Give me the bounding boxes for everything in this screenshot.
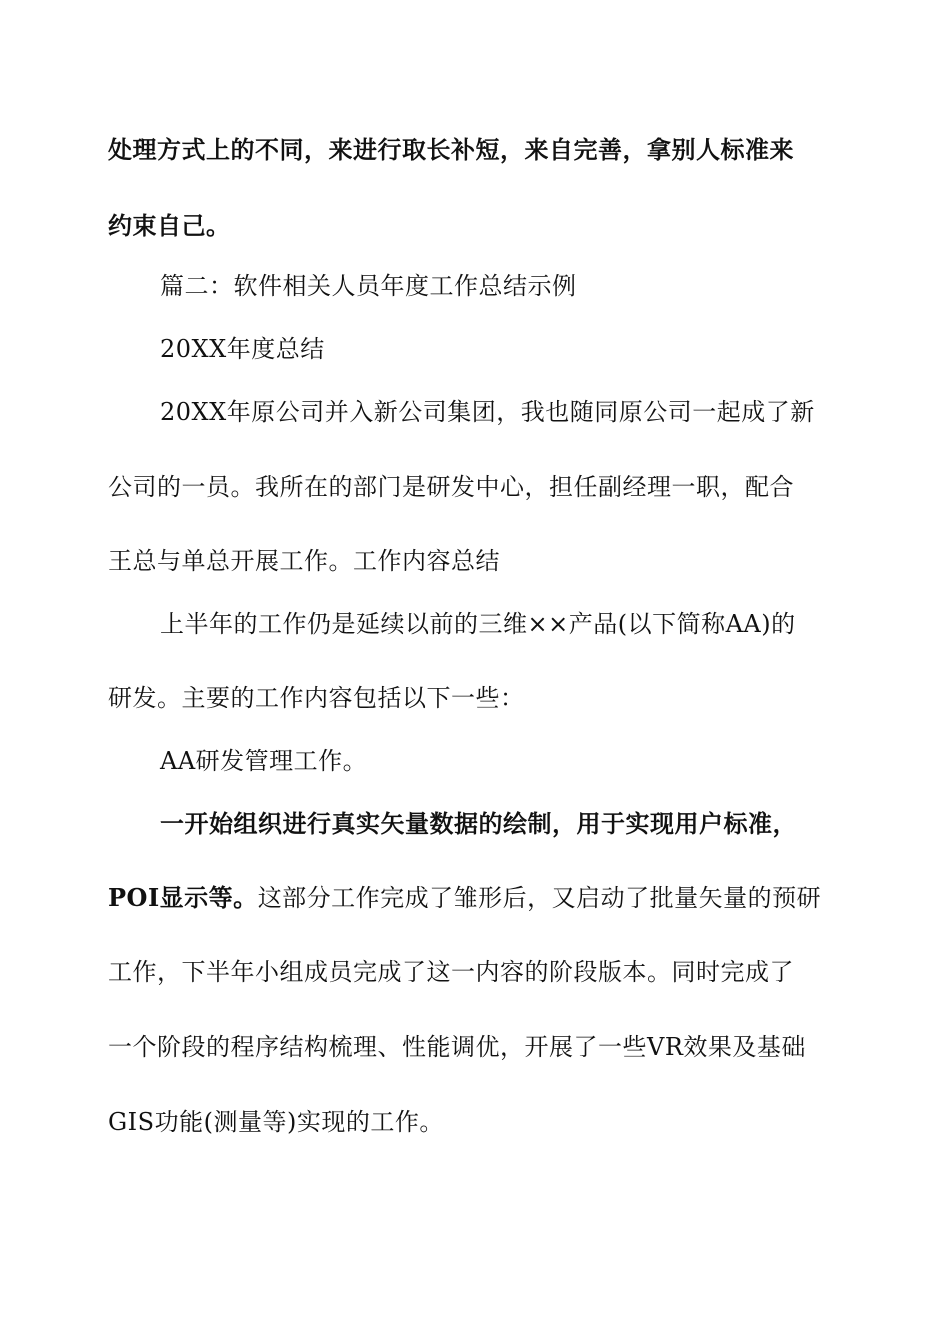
paragraph-line: GIS功能(测量等)实现的工作。	[108, 1108, 444, 1136]
paragraph-line: 20XX年原公司并入新公司集团，我也随同原公司一起成了新	[160, 398, 815, 426]
paragraph-line: 上半年的工作仍是延续以前的三维××产品(以下简称AA)的	[160, 610, 796, 638]
paragraph-line: 工作，下半年小组成员完成了这一内容的阶段版本。同时完成了	[108, 958, 794, 986]
normal-run: 这部分工作完成了雏形后，又启动了批量矢量的预研	[257, 884, 822, 912]
paragraph-line: 一开始组织进行真实矢量数据的绘制，用于实现用户标准，	[160, 809, 797, 838]
paragraph-line: 公司的一员。我所在的部门是研发中心，担任副经理一职，配合	[108, 473, 794, 501]
bold-run: POI显示等。	[108, 883, 258, 912]
paragraph-line: 处理方式上的不同，来进行取长补短，来自完善，拿别人标准来	[108, 135, 794, 164]
subheading: 20XX年度总结	[160, 335, 325, 363]
paragraph-line	[108, 882, 821, 914]
paragraph-line: AA研发管理工作。	[160, 747, 368, 775]
paragraph-line: 一个阶段的程序结构梳理、性能调优，开展了一些VR效果及基础	[108, 1033, 806, 1061]
section-heading: 篇二：软件相关人员年度工作总结示例	[160, 272, 577, 300]
paragraph-line: 王总与单总开展工作。工作内容总结	[108, 547, 500, 575]
paragraph-line: 约束自己。	[108, 211, 231, 240]
paragraph-line: 研发。主要的工作内容包括以下一些：	[108, 684, 525, 712]
